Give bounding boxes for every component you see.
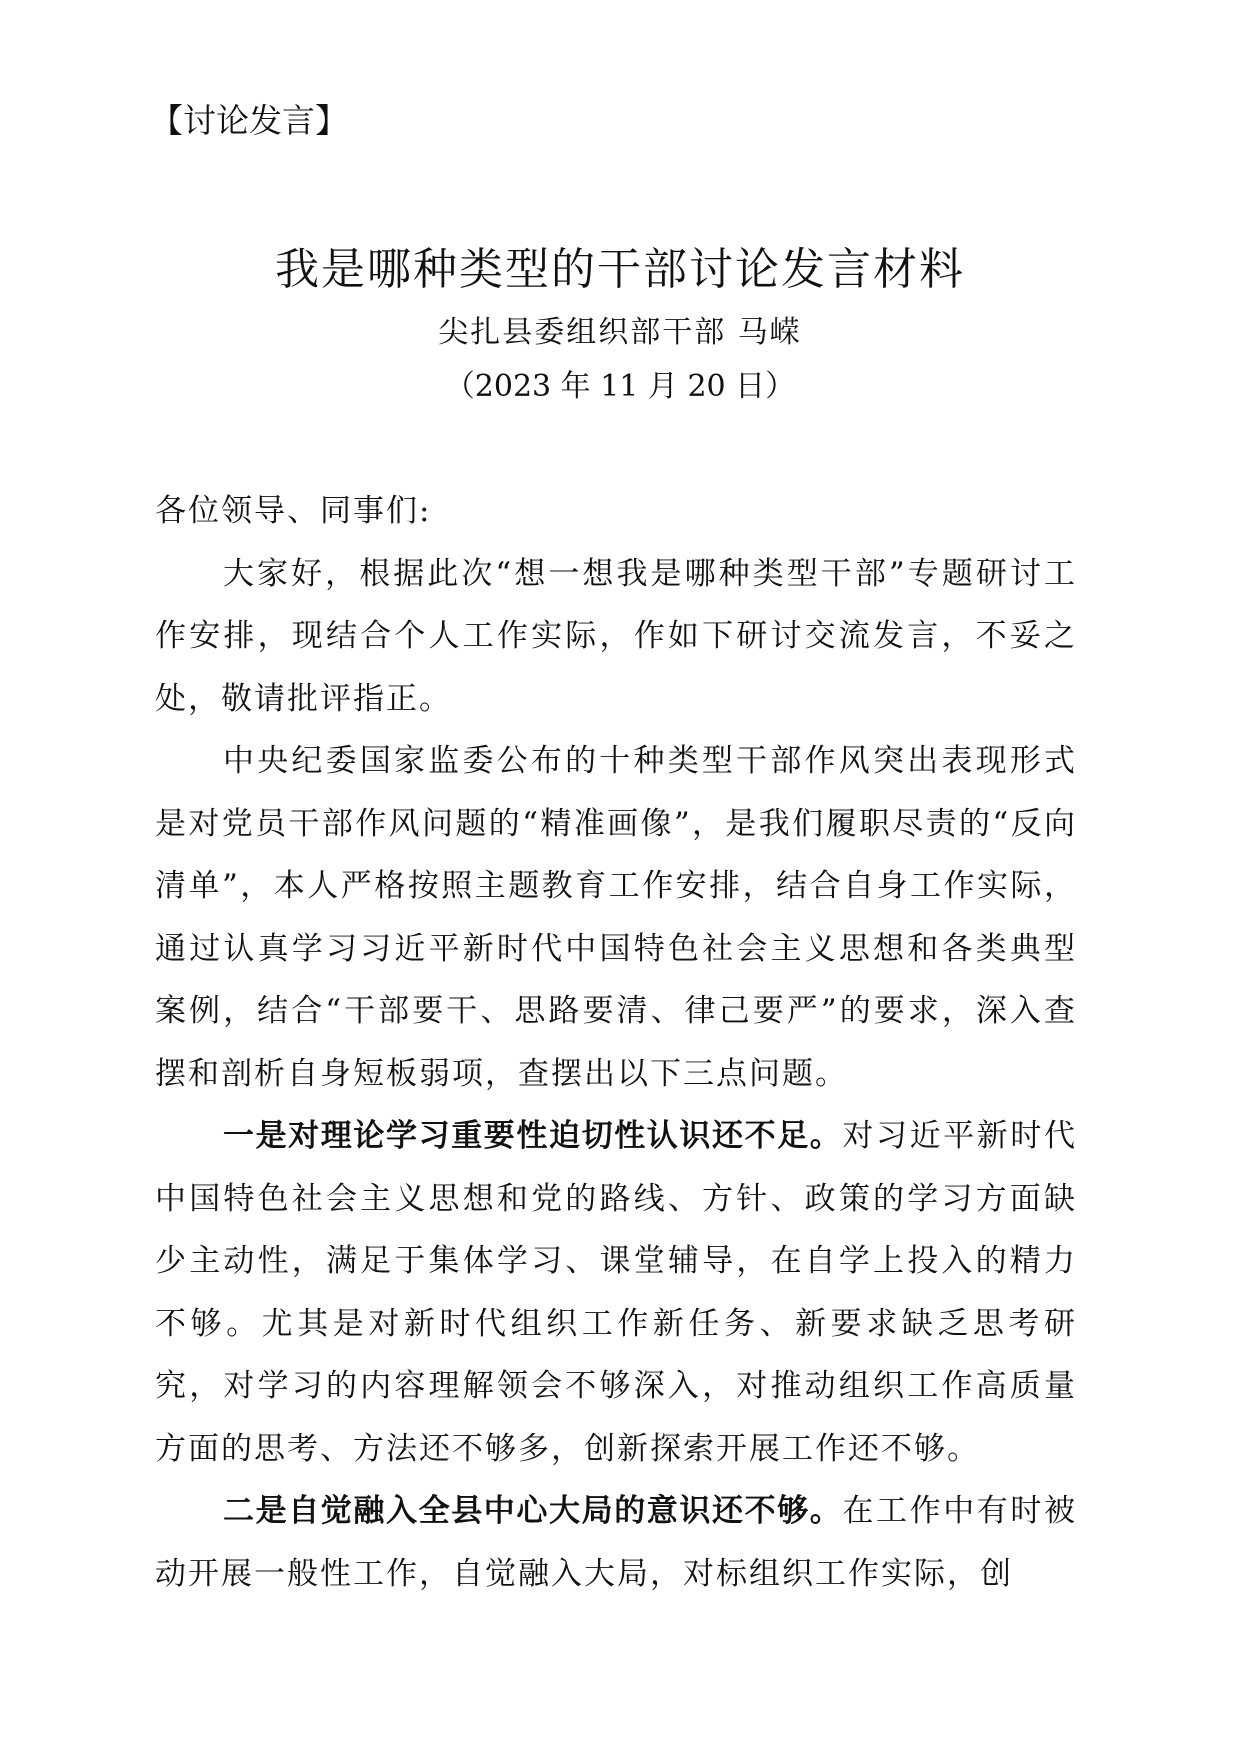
paragraph-4 (155, 1480, 1077, 1605)
paragraph-2 (155, 730, 1077, 1105)
author-line: 尖扎县委组织部干部 马嵘 (438, 315, 802, 350)
paragraph-1 (155, 543, 1077, 731)
date-line: （2023 年 11 月 20 日） (444, 369, 796, 404)
document-body (155, 480, 1077, 1605)
salutation: 各位领导、同事们: (155, 493, 432, 529)
paragraph-4-lead: 二是自觉融入全县中心大局的意识还不够。 (223, 1493, 843, 1529)
paragraph-1-text: 大家好，根据此次“想一想我是哪种类型干部”专题研讨工作安排，现结合个人工作实际，作如下研讨交流发言，不妥之处，敬请批评指正。 (155, 555, 1077, 717)
paragraph-3-text: 对习近平新时代中国特色社会主义思想和党的路线、方针、政策的学习方面缺少主动性，满足于集体学习、课堂辅导，在自学上投入的精力不够。尤其是对新时代组织工作新任务、新要求缺乏思考研究，对学习的内容理解领会不够深入，对推动组织工作高质量方面的思考、方法还不够多，创新探索开展工作还不够。 (155, 1118, 1078, 1467)
paragraph-3-lead: 一是对理论学习重要性迫切性认识还不足。 (223, 1118, 843, 1154)
paragraph-4-text: 在工作中有时被动开展一般性工作，自觉融入大局，对标组织工作实际，创 (155, 1493, 1078, 1592)
document-tag: 【讨论发言】 (150, 101, 348, 140)
page-title: 我是哪种类型的干部讨论发言材料 (275, 244, 965, 295)
paragraph-3 (155, 1105, 1077, 1480)
paragraph-2-text: 中央纪委国家监委公布的十种类型干部作风突出表现形式是对党员干部作风问题的“精准画像”，是我们履职尽责的“反向清单”，本人严格按照主题教育工作安排，结合自身工作实际，通过认真学习习近平新时代中国特色社会主义思想和各类典型案例，结合“干部要干、思路要清、律己要严”的要求，深入查摆和剖析自身短板弱项，查摆出以下三点问题。 (155, 743, 1077, 1092)
